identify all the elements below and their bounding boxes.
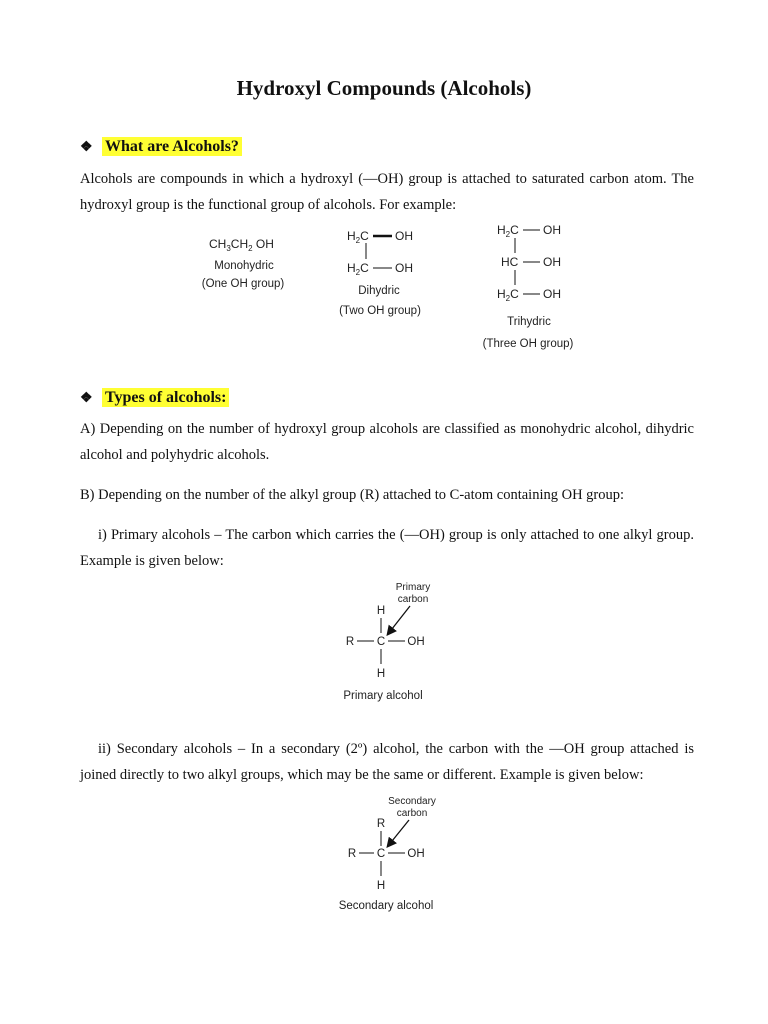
primary-bottom-h: H (376, 668, 386, 680)
diamond-bullet-icon: ❖ (80, 391, 93, 406)
di-bottom-group: $H_2C$ (347, 261, 369, 277)
secondary-top-r: R (376, 818, 386, 830)
tri-label: Trihydric (507, 316, 551, 328)
secondary-annotation-line2: carbon (396, 808, 428, 819)
secondary-arrow (388, 820, 409, 846)
paragraph-definition: Alcohols are compounds in which a hydroxyl (—OH) group is attached to saturated carbon atom. The hydroxyl group is the functional group of alcohols. For example: (80, 171, 694, 213)
mono-formula: $CH_3CH_2$ OH (209, 237, 274, 253)
primary-caption: Primary alcohol (343, 690, 423, 702)
di-caption: (Two OH group) (339, 305, 421, 317)
paragraph-secondary-alcohols: ii) Secondary alcohols – In a secondary (2º) alcohol, the carbon with the —OH group attached is joined directly to two alkyl groups, which may be the same or different. Example is given below: (80, 741, 694, 783)
primary-right-oh: OH (407, 636, 425, 648)
page-title: Hydroxyl Compounds (Alcohols) (236, 76, 532, 100)
secondary-left-r: R (347, 848, 357, 860)
paragraph-classification-b: B) Depending on the number of the alkyl group (R) attached to C-atom containing OH group: (80, 487, 625, 503)
tri-row1-oh: OH (543, 223, 561, 237)
mono-label: Monohydric (214, 260, 274, 272)
tri-row1-group: $H_2C$ (497, 223, 519, 239)
tri-caption: (Three OH group) (482, 338, 574, 350)
tri-row3-group: $H_2C$ (497, 287, 519, 303)
tri-row2-oh: OH (543, 255, 561, 269)
diamond-bullet-icon: ❖ (80, 140, 93, 155)
di-bottom-oh: OH (395, 261, 413, 275)
secondary-bottom-h: H (376, 880, 386, 892)
primary-alcohol-structure (343, 582, 430, 702)
secondary-right-oh: OH (407, 848, 425, 860)
primary-top-h: H (376, 605, 386, 617)
trihydric-structure (483, 223, 574, 350)
dihydric-structure (339, 229, 421, 317)
primary-annotation-line2: carbon (397, 594, 429, 605)
di-top-group: $H_2C$ (347, 229, 369, 245)
primary-center-c: C (376, 636, 386, 648)
mono-caption: (One OH group) (201, 278, 285, 290)
section-heading-types-of-alcohols (80, 389, 229, 407)
section-heading-text: Types of alcohols: (102, 388, 229, 407)
primary-arrow (388, 606, 410, 634)
monohydric-structure (202, 237, 285, 290)
secondary-alcohol-structure (339, 796, 436, 912)
paragraph-primary-alcohols: i) Primary alcohols – The carbon which carries the (—OH) group is only attached to one alkyl group. Example is given below: (80, 527, 694, 569)
primary-annotation-line1: Primary (395, 582, 431, 593)
tri-row2-group: HC (501, 255, 519, 269)
secondary-annotation-line1: Secondary (388, 796, 436, 807)
di-top-oh: OH (395, 229, 413, 243)
secondary-caption: Secondary alcohol (338, 900, 434, 912)
section-heading-text: What are Alcohols? (102, 137, 242, 156)
primary-left-r: R (345, 636, 355, 648)
tri-row3-oh: OH (543, 287, 561, 301)
paragraph-classification-a: A) Depending on the number of hydroxyl group alcohols are classified as monohydric alcohol, dihydric alcohol and polyhydric alcohols. (80, 421, 694, 463)
di-label: Dihydric (358, 285, 400, 297)
secondary-center-c: C (376, 848, 386, 860)
